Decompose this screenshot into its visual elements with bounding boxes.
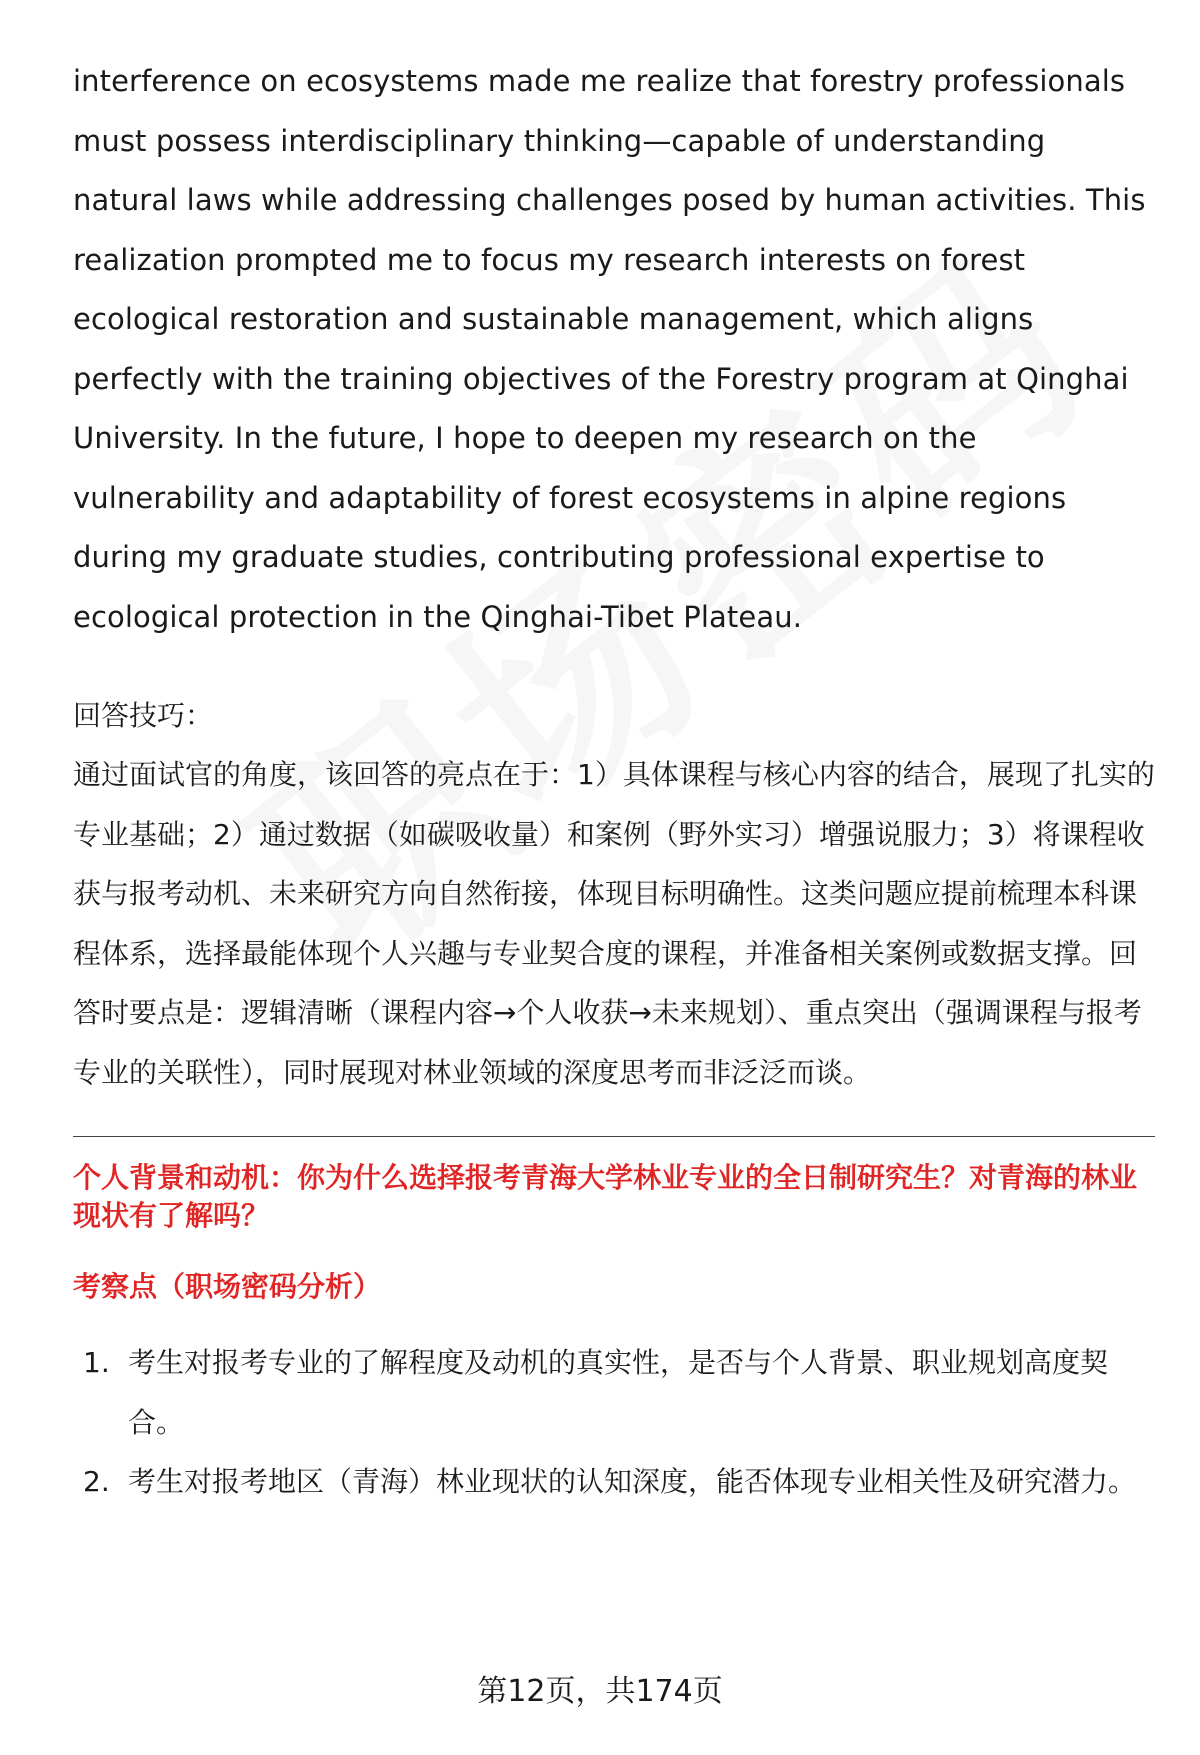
list-item <box>73 1333 1158 1452</box>
list-item <box>73 1452 1158 1512</box>
list-item-number: 2. <box>83 1465 110 1498</box>
intro-paragraph: interference on ecosystems made me realize that forestry professionals must possess interdisciplinary thinking—capable of understanding natural laws while addressing challenges posed by human activities. This realization prompted me to focus my research interests on forest ecological restoration and sustainable management, which aligns perfectly with the training objectives of the Forestry program at Qinghai University. In the future, I hope to deepen my research on the vulnerability and adaptability of forest ecosystems in alpine regions during my graduate studies, contributing professional expertise to ecological protection in the Qinghai-Tibet Plateau. <box>73 64 1146 634</box>
question-heading: 个人背景和动机：你为什么选择报考青海大学林业专业的全日制研究生？对青海的林业现状有了解吗？ <box>73 1161 1138 1232</box>
list-item-number: 1. <box>83 1346 110 1379</box>
analysis-label: 考察点（职场密码分析） <box>73 1270 382 1303</box>
tips-body: 通过面试官的角度，该回答的亮点在于：1）具体课程与核心内容的结合，展现了扎实的专业基础；2）通过数据（如碳吸收量）和案例（野外实习）增强说服力；3）将课程收获与报考动机、未来研究方向自然衔接，体现目标明确性。这类问题应提前梳理本科课程体系，选择最能体现个人兴趣与专业契合度的课程，并准备相关案例或数据支撑。回答时要点是：逻辑清晰（课程内容→个人收获→未来规划）、重点突出（强调课程与报考专业的关联性），同时展现对林业领域的深度思考而非泛泛而谈。 <box>73 758 1155 1089</box>
document-body <box>73 52 1158 1512</box>
section-divider <box>73 1136 1155 1137</box>
list-item-text: 考生对报考地区（青海）林业现状的认知深度，能否体现专业相关性及研究潜力。 <box>128 1465 1137 1498</box>
analysis-points-list <box>73 1333 1158 1512</box>
tips-title: 回答技巧： <box>73 699 214 732</box>
list-item-text: 考生对报考专业的了解程度及动机的真实性，是否与个人背景、职业规划高度契合。 <box>128 1346 1109 1439</box>
page-number-footer: 第12页，共174页 <box>477 1674 723 1709</box>
